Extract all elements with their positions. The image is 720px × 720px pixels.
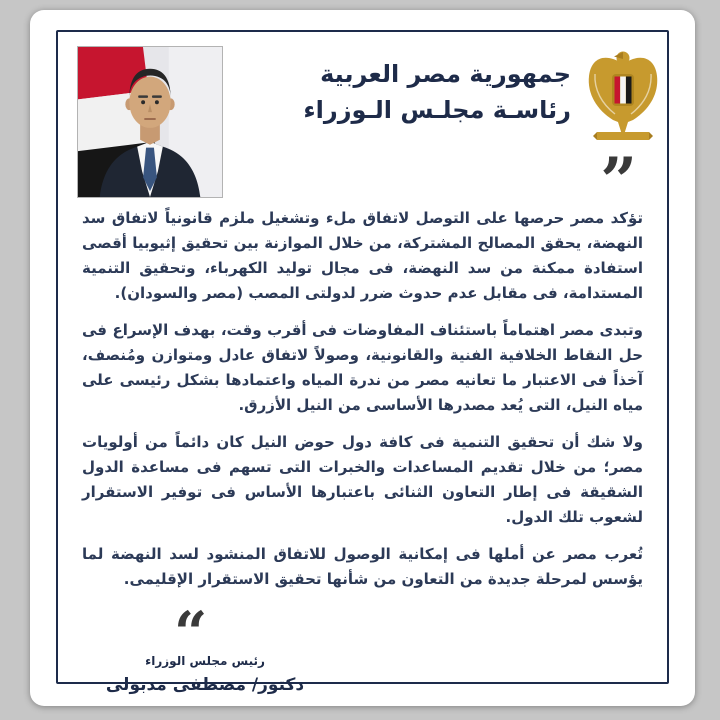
open-quote-icon: ” [600, 144, 637, 219]
statement-card [30, 10, 695, 706]
statement-paragraph: ولا شك أن تحقيق التنمية فى كافة دول حوض النيل كان دائماً من أولويات مصر؛ من خلال تقديم المساعدات والخبرات التى تسهم فى مساعدة الدول الشقيقة فى إطار التعاون الثنائى باعتبارها الأساس فى توفير الاستقرار لشعوب تلك الدول. [82, 433, 643, 526]
signature-name: دكتور/ مصطفى مدبولى [105, 675, 305, 695]
country-title: جمهورية مصر العربية [320, 60, 571, 88]
statement-paragraph: وتبدى مصر اهتماماً باستئناف المفاوضات فى أقرب وقت، بهدف الإسراع فى حل النقاط الخلافية الفنية والقانونية، وصولاً لاتفاق عادل ومتوازن ومُنصف، آخذاً فى الاعتبار ما تعانيه مصر من ندرة المياه واعتمادها بشكل رئيسى على مياه النيل، التى يُعد مصدرها الأساسى من النيل الأزرق. [82, 321, 643, 414]
statement-paragraph: تُعرب مصر عن أملها فى إمكانية الوصول للاتفاق المنشود لسد النهضة لما يؤسس لمرحلة جديدة من التعاون من شأنها تحقيق الاستقرار الإقليمى. [82, 545, 643, 588]
close-quote-icon: “ [174, 599, 208, 667]
signature-role: رئيس مجلس الوزراء [145, 654, 265, 668]
statement-paragraph: تؤكد مصر حرصها على التوصل لاتفاق ملء وتشغيل ملزم قانونياً لاتفاق سد النهضة، يحقق المصالح المشتركة، من خلال الموازنة بين تحقيق إثيوبيا أقصى استفادة ممكنة من سد النهضة، فى مجال توليد الكهرباء، وتحقيق التنمية المستدامة، فى مقابل عدم حدوث ضرر لدولتى المصب (مصر والسودان). [82, 209, 643, 302]
border-frame [56, 30, 669, 695]
office-title: رئاسـة مجلـس الـوزراء [303, 96, 571, 124]
signature-block [90, 654, 320, 695]
statement-body [58, 32, 667, 695]
